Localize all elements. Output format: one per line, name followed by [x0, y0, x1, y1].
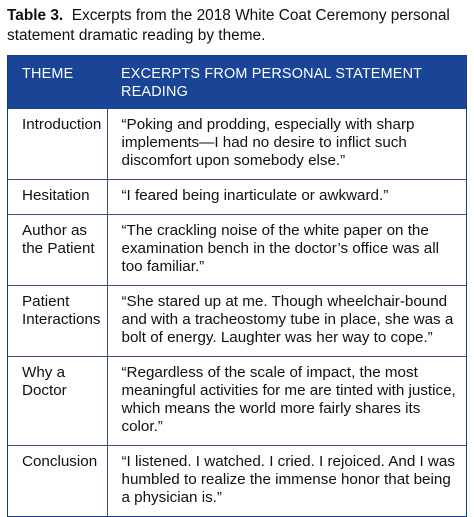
table-header: [8, 56, 466, 109]
theme-cell: Why a Doctor: [8, 357, 107, 446]
table-caption: [7, 6, 467, 46]
excerpt-cell: “Regardless of the scale of impact, the most meaningful activities for me are tinted with justice, which means the world more fairly shares its color.”: [107, 357, 466, 446]
table-row: [8, 446, 466, 517]
column-header-excerpt: EXCERPTS FROM PERSONAL STATEMENT READING: [107, 56, 466, 109]
excerpt-cell: “She stared up at me. Though wheelchair-bound and with a tracheostomy tube in place, she was a bolt of energy. Laughter was her way to cope.”: [107, 286, 466, 357]
theme-cell: Author as the Patient: [8, 215, 107, 286]
excerpt-cell: “The crackling noise of the white paper on the examination bench in the doctor’s office was all too familiar.”: [107, 215, 466, 286]
header-row: [8, 56, 466, 109]
column-header-theme: THEME: [8, 56, 107, 109]
theme-cell: Introduction: [8, 109, 107, 180]
table-body: [8, 109, 466, 516]
table: [8, 56, 466, 516]
table-row: [8, 109, 466, 180]
excerpts-table: [7, 55, 467, 517]
excerpt-cell: “Poking and prodding, especially with sharp implements—I had no desire to inflict such discomfort upon somebody else.”: [121, 116, 415, 169]
table-row: [8, 215, 466, 286]
caption-text: Excerpts from the 2018 White Coat Ceremony personal statement dramatic reading by theme.: [7, 7, 450, 44]
table-row: [8, 180, 466, 215]
theme-cell: Hesitation: [8, 180, 107, 215]
theme-cell: Patient Interactions: [8, 286, 107, 357]
excerpt-cell: “I feared being inarticulate or awkward.”: [107, 180, 466, 215]
table-row: [8, 357, 466, 446]
theme-cell: Conclusion: [8, 446, 107, 517]
table-row: [8, 286, 466, 357]
excerpt-cell: “I listened. I watched. I cried. I rejoiced. And I was humbled to realize the immense honor that being a physician is.”: [107, 446, 466, 517]
caption-label: Table 3.: [7, 7, 64, 24]
